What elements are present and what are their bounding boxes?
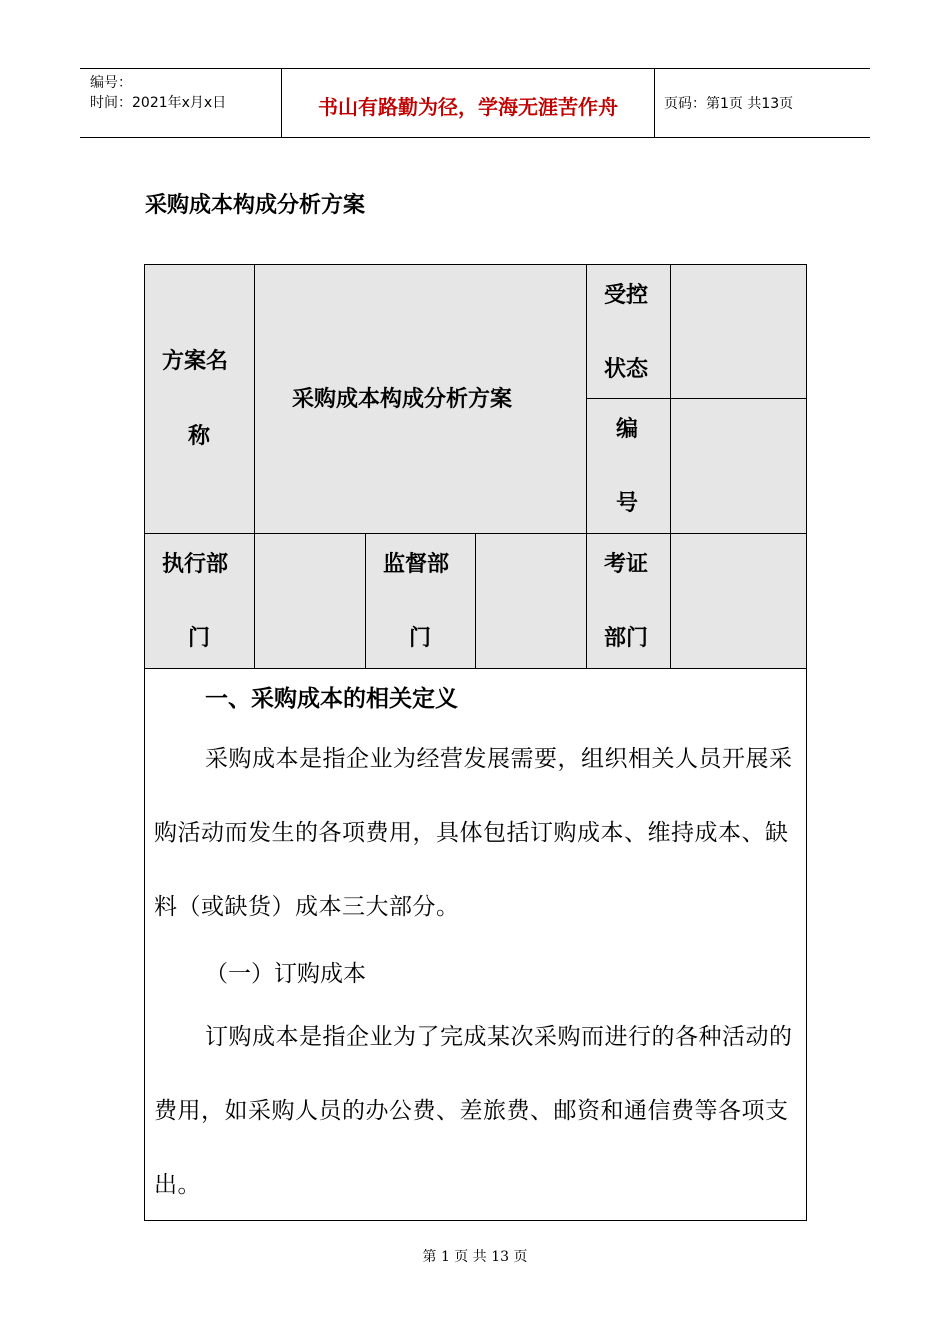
number-label-cont: 号 — [616, 490, 639, 516]
verify-dept-value-cell — [670, 533, 807, 669]
exec-dept-label: 执行部 — [162, 551, 229, 577]
supervise-dept-label: 监督部 — [383, 551, 450, 577]
page-footer: 第 1 页 共 13 页 — [422, 1249, 528, 1265]
verify-dept-label-cont: 部门 — [604, 625, 649, 651]
exec-dept-value-cell — [254, 533, 366, 669]
page-header — [80, 68, 870, 138]
number-value-cell — [670, 398, 807, 534]
control-status-label-cont: 状态 — [604, 356, 649, 382]
plan-name-label-cell — [144, 264, 255, 534]
header-meta — [90, 73, 226, 113]
header-page-info: 页码：第1页 共13页 — [664, 96, 794, 112]
header-divider — [654, 69, 655, 137]
exec-dept-label-cont: 门 — [188, 625, 211, 651]
subsection-heading: （一）订购成本 — [205, 961, 366, 987]
plan-name-label: 方案名 — [162, 348, 229, 374]
header-motto: 书山有路勤为径，学海无涯苦作舟 — [318, 95, 618, 119]
paragraph-definition: 采购成本是指企业为经营发展需要，组织相关人员开展采购活动而发生的各项费用，具体包括订购成本、维持成本、缺料（或缺货）成本三大部分。 — [154, 746, 793, 920]
plan-name-value: 采购成本构成分析方案 — [292, 386, 513, 412]
header-date: 时间：2021年x月x日 — [90, 95, 227, 111]
header-number-label: 编号： — [90, 75, 132, 91]
supervise-dept-label-cont: 门 — [409, 625, 432, 651]
document-title: 采购成本构成分析方案 — [145, 192, 366, 218]
supervise-dept-value-cell — [475, 533, 587, 669]
control-status-label: 受控 — [604, 282, 649, 308]
verify-dept-label: 考证 — [604, 551, 649, 577]
info-table — [144, 264, 807, 669]
control-value-cell — [670, 264, 807, 399]
paragraph-order-cost: 订购成本是指企业为了完成某次采购而进行的各种活动的费用，如采购人员的办公费、差旅费、邮资和通信费等各项支出。 — [154, 1024, 793, 1198]
plan-name-label-cont: 称 — [188, 423, 211, 449]
number-label: 编 — [616, 416, 639, 442]
section-heading: 一、采购成本的相关定义 — [205, 685, 458, 712]
